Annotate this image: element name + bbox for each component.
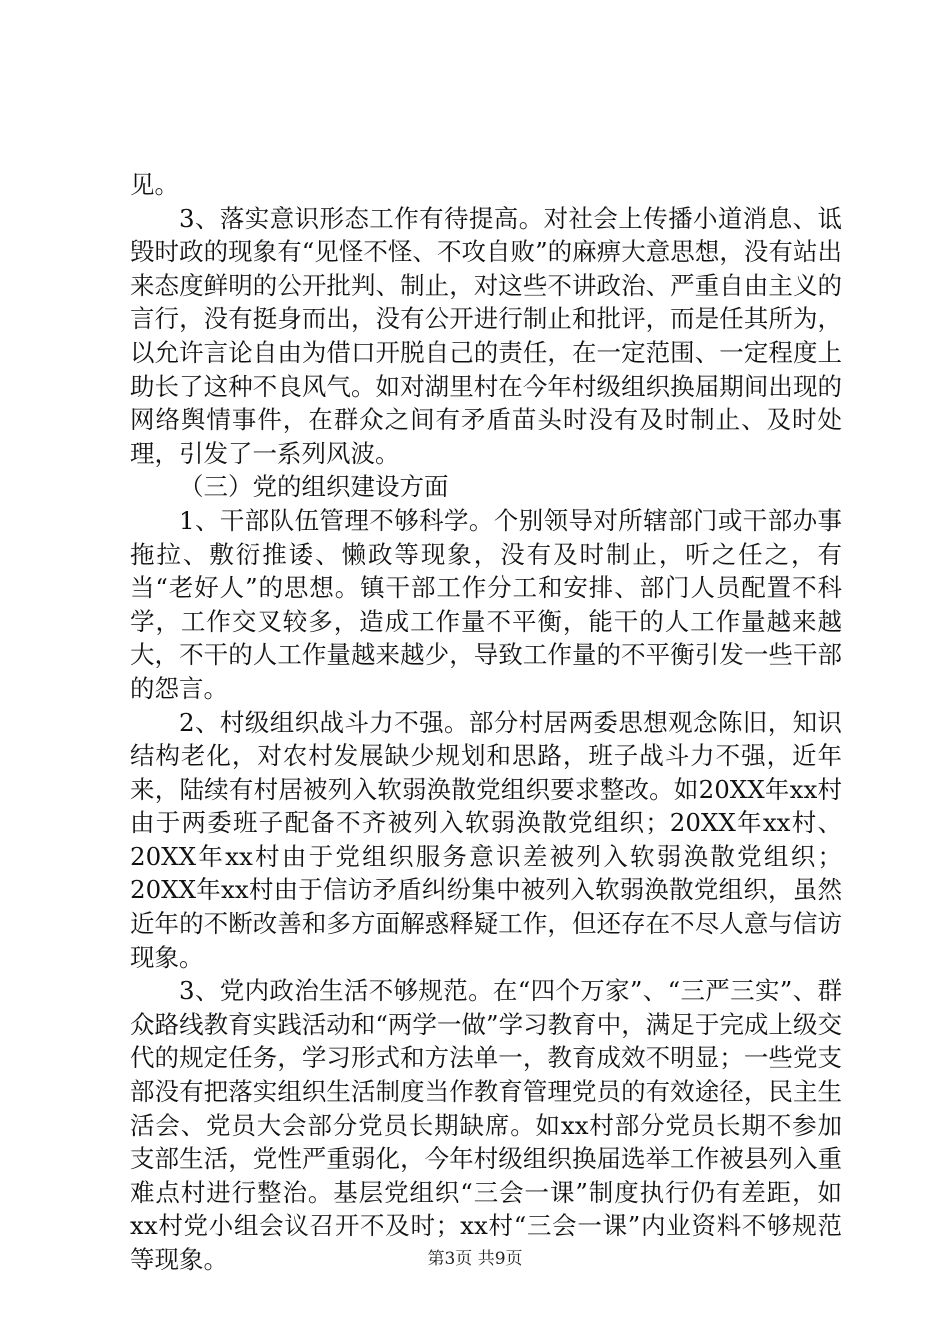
paragraph-ideology-work: 3、落实意识形态工作有待提高。对社会上传播小道消息、诋毁时政的现象有“见怪不怪、不攻自败”的麻痹大意思想，没有站出来态度鲜明的公开批判、制止，对这些不讲政治、严重自由主义的言行，没有挺身而出，没有公开进行制止和批评，而是任其所为，以允许言论自由为借口开脱自己的责任，在一定范围、一定程度上助长了这种不良风气。如对湖里村在今年村级组织换届期间出现的网络舆情事件，在群众之间有矛盾苗头时没有及时制止、及时处理，引发了一系列风波。 — [130, 203, 842, 468]
paragraph-cadre-management: 1、干部队伍管理不够科学。个别领导对所辖部门或干部办事拖拉、敷衍推诿、懒政等现象，没有及时制止，听之任之，有当“老好人”的思想。镇干部工作分工和安排、部门人员配置不科学，工作交叉较多，造成工作量不平衡，能干的人工作量越来越大，不干的人工作量越来越少，导致工作量的不平衡引发一些干部的怨言。 — [130, 505, 842, 703]
paragraph-continuation: 见。 — [130, 170, 179, 199]
page-number-footer: 第3页 共9页 — [427, 1249, 523, 1269]
section-heading-organization: （三）党的组织建设方面 — [179, 472, 449, 502]
paragraph-village-organization: 2、村级组织战斗力不强。部分村居两委思想观念陈旧，知识结构老化，对农村发展缺少规划和思路，班子战斗力不强，近年来，陆续有村居被列入软弱涣散党组织要求整改。如20XX年xx村由于两委班子配备不齐被列入软弱涣散党组织；20XX年xx村、20XX年xx村由于党组织服务意识差被列入软弱涣散党组织；20XX年xx村由于信访矛盾纠纷集中被列入软弱涣散党组织，虽然近年的不断改善和多方面解惑释疑工作，但还存在不尽人意与信访现象。 — [130, 707, 842, 972]
paragraph-party-life: 3、党内政治生活不够规范。在“四个万家”、“三严三实”、群众路线教育实践活动和“两学一做”学习教育中，满足于完成上级交代的规定任务，学习形式和方法单一，教育成效不明显；一些党支部没有把落实组织生活制度当作教育管理党员的有效途径，民主生活会、党员大会部分党员长期缺席。如xx村部分党员长期不参加支部生活，党性严重弱化，今年村级组织换届选举工作被县列入重难点村进行整治。基层党组织“三会一课”制度执行仍有差距，如xx村党小组会议召开不及时；xx村“三会一课”内业资料不够规范等现象。 — [130, 976, 842, 1274]
document-body — [130, 168, 842, 1277]
